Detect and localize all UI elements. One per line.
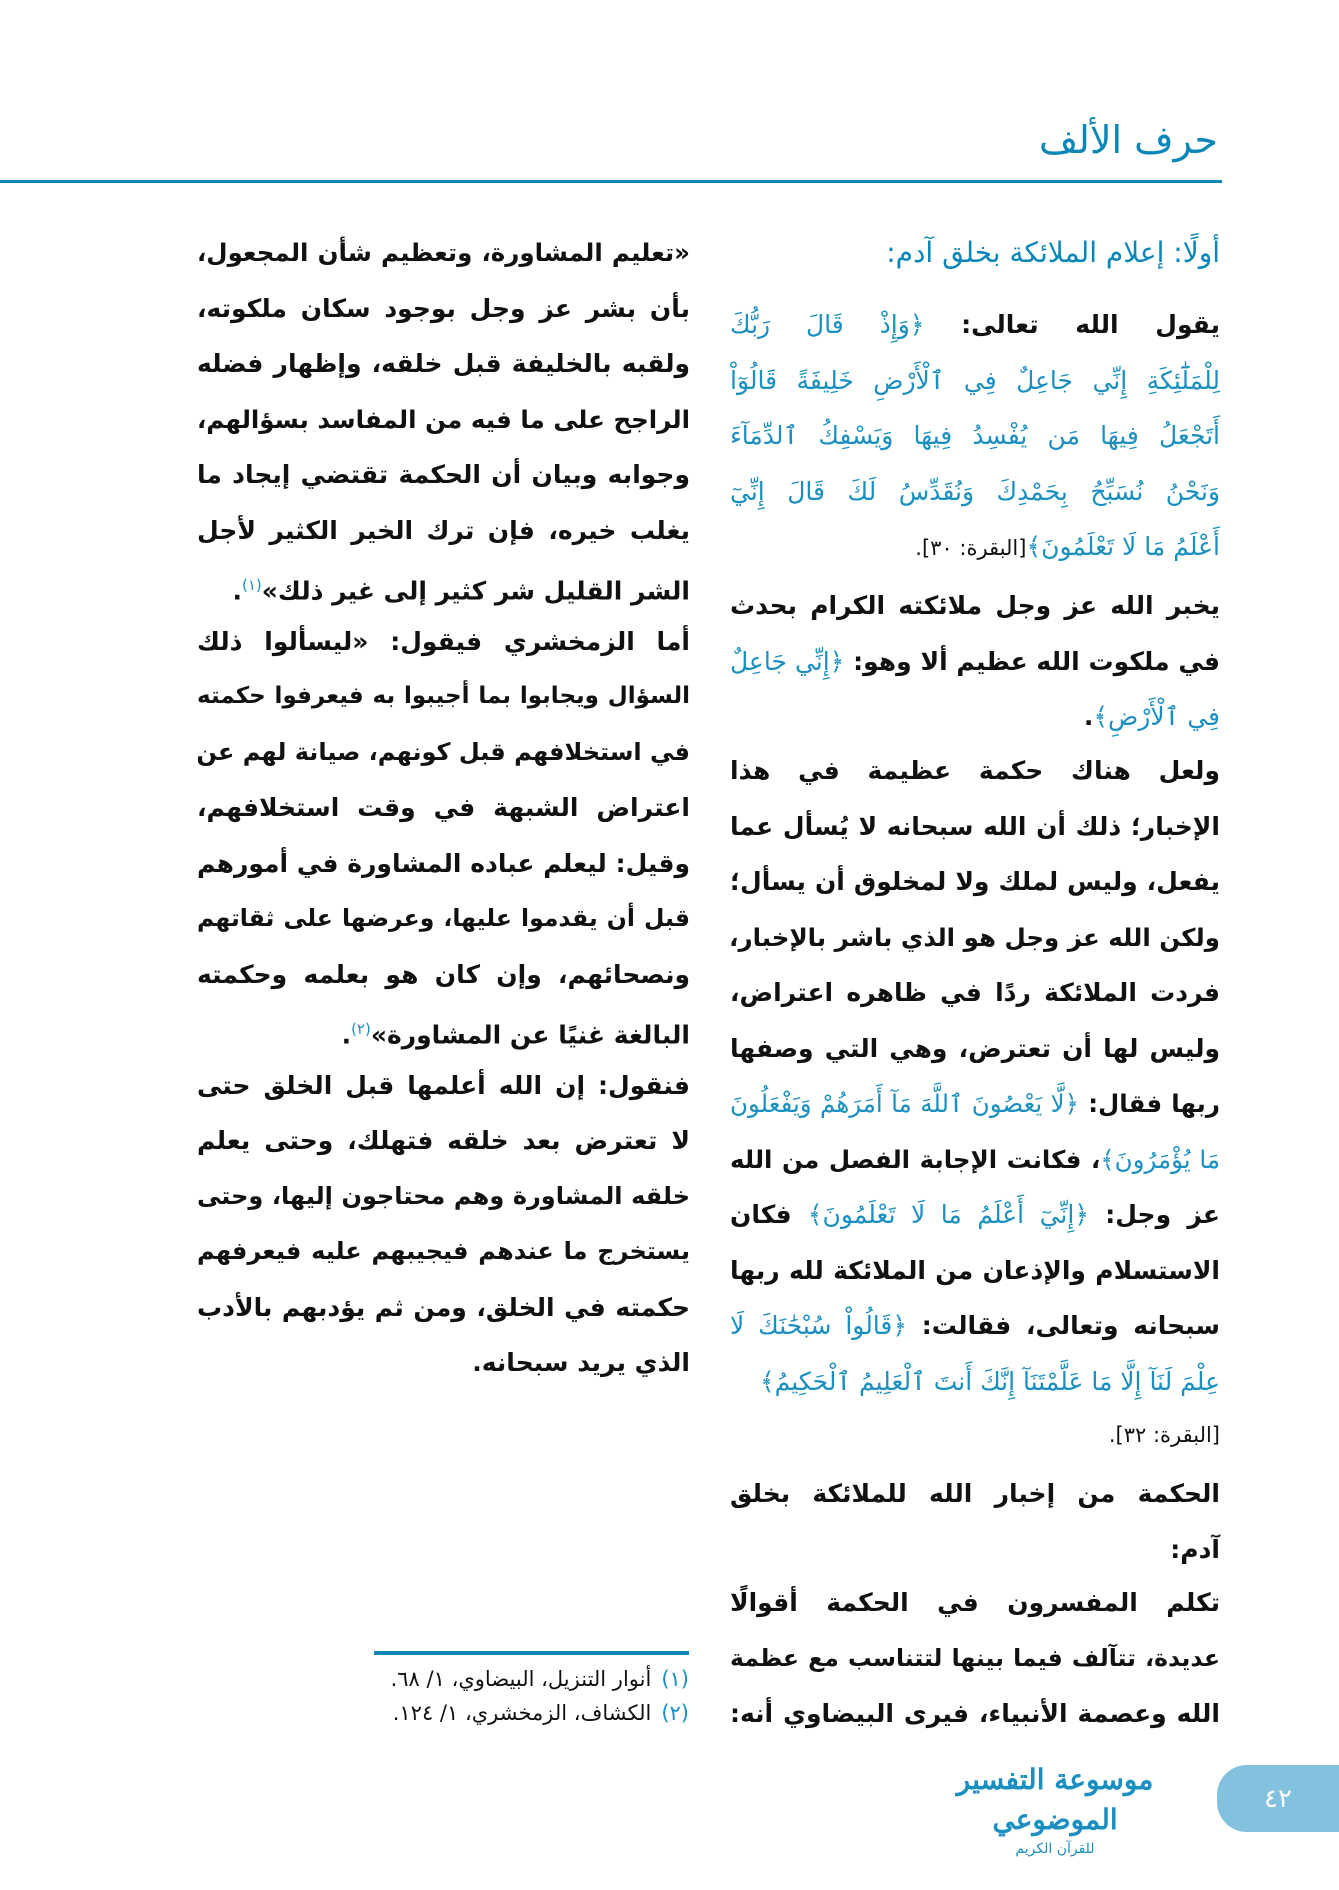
text-line	[730, 854, 1220, 910]
text-run: الذي يريد سبحانه.	[472, 1348, 690, 1377]
text-line	[197, 1002, 690, 1058]
text-line	[197, 891, 690, 947]
text-run: اعتراض الشبهة في وقت استخلافهم،	[197, 793, 690, 822]
text-line	[197, 1224, 690, 1280]
text-line	[730, 353, 1220, 409]
text-run: عز وجل:	[1088, 1200, 1220, 1229]
text-line	[730, 1575, 1220, 1631]
text-run: البالغة غنيًا عن المشاورة»	[370, 1020, 690, 1050]
footnote-text: أنوار التنزيل، البيضاوي، ١/ ٦٨.	[390, 1667, 652, 1691]
text-run: عديدة، تتآلف فيما بينها لتتناسب مع عظمة	[730, 1643, 1220, 1672]
text-line	[730, 1021, 1220, 1077]
text-run: السؤال ويجابوا بما أجيبوا به فيعرفوا حكمته	[197, 683, 690, 709]
text-run: ولكن الله عز وجل هو الذي باشر بالإخبار،	[729, 922, 1220, 952]
verse-reference	[730, 1406, 1220, 1462]
text-run: ولعل هناك حكمة عظيمة في هذا	[730, 756, 1220, 785]
text-line	[730, 965, 1220, 1021]
logo-subtitle: للقرآن الكريم	[1015, 1841, 1095, 1857]
text-run: الحكمة من إخبار الله للملائكة بخلق	[730, 1479, 1220, 1508]
page-number: ٤٢	[1217, 1765, 1339, 1832]
text-line	[730, 1076, 1220, 1132]
text-run: يغلب خيره، فإن ترك الخير الكثير لأجل	[197, 515, 690, 545]
text-run: آدم:	[1170, 1534, 1220, 1564]
text-run: لا تعترض بعد خلقه فتهلك، وحتى يعلم	[197, 1126, 690, 1155]
text-line	[197, 1113, 690, 1169]
text-run: الراجح على ما فيه من المفاسد بسؤالهم،	[197, 404, 690, 434]
footnote-number: (٢)	[661, 1701, 689, 1725]
quran-verse-block	[730, 297, 1220, 575]
text-line	[730, 1466, 1220, 1522]
text-run: في ملكوت الله عظيم ألا وهو:	[844, 646, 1220, 676]
text-line	[730, 799, 1220, 855]
text-line	[730, 225, 1220, 281]
text-line	[197, 1169, 690, 1225]
text-run: وقيل: ليعلم عباده المشاورة في أمورهم	[197, 848, 690, 878]
text-line	[730, 910, 1220, 966]
text-run: فنقول: إن الله أعلمها قبل الخلق حتى	[197, 1070, 690, 1100]
text-line	[730, 1243, 1220, 1299]
footnote-ref: (٢)	[351, 1020, 371, 1038]
text-line	[730, 1298, 1220, 1354]
text-line	[197, 669, 690, 725]
quran-text: ﴿وَإِذْ قَالَ رَبُّكَ	[730, 310, 925, 339]
text-run: «تعليم المشاورة، وتعظيم شأن المجعول،	[197, 238, 690, 267]
text-run: فكان	[730, 1200, 808, 1229]
text-line	[197, 392, 690, 448]
text-line	[730, 1686, 1220, 1742]
text-run: وليس لها أن تعترض، وهي التي وصفها	[730, 1033, 1220, 1063]
text-run: الإخبار؛ ذلك أن الله سبحانه لا يُسأل عما	[730, 811, 1220, 841]
text-line	[197, 725, 690, 781]
logo-title: موسوعة التفسير الموضوعي	[956, 1763, 1154, 1836]
text-line	[730, 1132, 1220, 1188]
text-run: الله وعصمة الأنبياء، فيرى البيضاوي أنه:	[730, 1699, 1220, 1728]
section-heading	[730, 225, 1220, 281]
text-line	[730, 578, 1220, 634]
text-line	[197, 1058, 690, 1114]
text-run: [البقرة: ٣٢].	[1108, 1423, 1220, 1447]
quran-text: وَنَحْنُ نُسَبِّحُ بِحَمْدِكَ وَنُقَدِّسُ لَكَ قَالَ إِنِّيٓ	[730, 476, 1220, 506]
text-run: .	[232, 576, 242, 606]
text-run: ربها فقال:	[1079, 1089, 1220, 1118]
text-line	[197, 614, 690, 670]
quran-text: ﴿إِنِّي جَاعِلٌ	[730, 646, 845, 676]
text-run: يخبر الله عز وجل ملائكته الكرام بحدث	[730, 591, 1220, 620]
text-run: سبحانه وتعالى، فقالت:	[907, 1311, 1220, 1340]
text-line	[197, 947, 690, 1003]
text-line	[730, 1187, 1220, 1243]
text-line	[197, 336, 690, 392]
text-line	[197, 447, 690, 503]
quran-text: أَعْلَمُ مَا لَا تَعْلَمُونَ﴾	[1026, 532, 1220, 561]
text-run: الاستسلام والإذعان من الملائكة لله ربها	[730, 1255, 1220, 1285]
footnote	[300, 1663, 689, 1695]
text-run: يفعل، وليس لملك ولا لمخلوق أن يسأل؛	[730, 867, 1220, 896]
text-line	[730, 1631, 1220, 1687]
header-divider	[0, 180, 1222, 183]
quran-text: لِلْمَلَٰٓئِكَةِ إِنِّي جَاعِلٌ فِي ٱلْأَرْضِ خَلِيفَةً قَالُوٓاْ	[730, 365, 1220, 395]
text-line	[730, 743, 1220, 799]
text-line	[730, 689, 1220, 745]
text-run: .	[341, 1020, 352, 1050]
text-line	[730, 464, 1220, 520]
text-run: في استخلافهم قبل كونهم، صيانة لهم عن	[196, 737, 690, 766]
text-line	[730, 519, 1220, 575]
quran-text: ﴿لَّا يَعْصُونَ ٱللَّهَ مَآ أَمَرَهُمْ وَيَفْعَلُونَ	[730, 1089, 1080, 1118]
quran-text: ﴿إِنِّيٓ أَعْلَمُ مَا لَا تَعْلَمُونَ﴾	[807, 1200, 1089, 1229]
subheading	[730, 1466, 1220, 1577]
text-run: ولقبه بالخليفة قبل خلقه، وإظهار فضله	[197, 349, 690, 378]
quran-text: فِي ٱلْأَرْضِ﴾	[1093, 702, 1220, 731]
text-line	[730, 1406, 1220, 1462]
text-line	[730, 297, 1220, 353]
quran-text: عِلْمَ لَنَآ إِلَّا مَا عَلَّمْتَنَآ إِنَّكَ أَنتَ ٱلْعَلِيمُ ٱلْحَكِيمُ﴾	[760, 1366, 1220, 1396]
text-run: أولًا: إعلام الملائكة بخلق آدم:	[886, 236, 1220, 269]
text-run: تكلم المفسرون في الحكمة أقوالًا	[730, 1588, 1220, 1617]
text-run: فردت الملائكة ردًا في ظاهره اعتراض،	[730, 978, 1220, 1007]
text-line	[197, 281, 690, 337]
quran-text: أَتَجْعَلُ فِيهَا مَن يُفْسِدُ فِيهَا وَيَسْفِكُ ٱلدِّمَآءَ	[730, 421, 1220, 450]
paragraph	[730, 743, 1220, 1409]
text-run: وجوابه وبيان أن الحكمة تقتضي إيجاد ما	[197, 460, 690, 489]
quran-text: مَا يُؤْمَرُونَ﴾	[1100, 1144, 1220, 1174]
footnote-divider	[374, 1651, 689, 1655]
encyclopedia-logo	[930, 1760, 1180, 1858]
footnote-ref: (١)	[242, 576, 262, 594]
text-line	[197, 780, 690, 836]
quran-text: ﴿قَالُواْ سُبْحَٰنَكَ لَا	[730, 1311, 908, 1340]
paragraph	[730, 1575, 1220, 1742]
text-run: بأن بشر عز وجل بوجود سكان ملكوته،	[197, 293, 690, 323]
text-run: يقول الله تعالى:	[924, 310, 1220, 339]
text-line	[730, 1522, 1220, 1578]
text-line	[197, 503, 690, 559]
text-line	[730, 634, 1220, 690]
text-run: حكمته في الخلق، ومن ثم يؤدبهم بالأدب	[197, 1292, 690, 1322]
footnote-number: (١)	[661, 1667, 689, 1691]
text-run: .	[1083, 702, 1094, 731]
footnote-text: الكشاف، الزمخشري، ١/ ١٢٤.	[392, 1701, 652, 1725]
text-run: يستخرج ما عندهم فيجيبهم عليه فيعرفهم	[197, 1237, 690, 1265]
text-run: ، فكانت الإجابة الفصل من الله	[730, 1144, 1101, 1174]
text-run: ونصحائهم، وإن كان هو بعلمه وحكمته	[197, 959, 690, 989]
left-column-text	[197, 225, 690, 1391]
text-run: الشر القليل شر كثير إلى غير ذلك»	[261, 576, 690, 606]
text-line	[197, 558, 690, 614]
text-run: خلقه المشاورة وهم محتاجون إليها، وحتى	[197, 1181, 690, 1210]
footnote	[300, 1697, 689, 1729]
text-line	[197, 1280, 690, 1336]
paragraph	[730, 578, 1220, 745]
text-line	[730, 1354, 1220, 1410]
text-line	[197, 225, 690, 281]
text-run: أما الزمخشري فيقول: «ليسألوا ذلك	[197, 626, 690, 656]
chapter-title: حرف الألف	[1038, 118, 1218, 162]
text-line	[730, 408, 1220, 464]
text-line	[197, 836, 690, 892]
text-run: [البقرة: ٣٠].	[915, 536, 1027, 560]
text-line	[197, 1335, 690, 1391]
text-run: قبل أن يقدموا عليها، وعرضها على ثقاتهم	[197, 904, 690, 932]
